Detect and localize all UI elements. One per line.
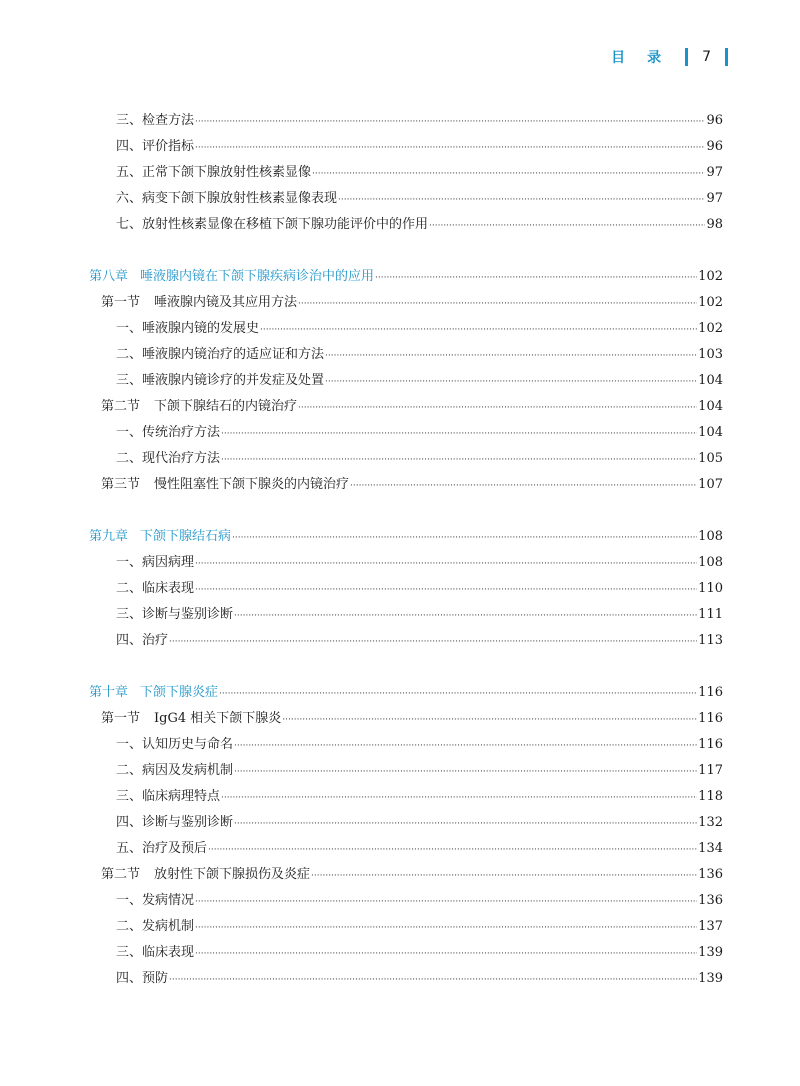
dot-leader	[325, 344, 697, 368]
dot-leader	[169, 968, 697, 992]
toc-entry-title: 六、病变下颌下腺放射性核素显像表现	[116, 191, 338, 206]
toc-entry-title: 一、传统治疗方法	[116, 425, 221, 440]
toc-chapter	[89, 265, 723, 289]
toc-entry-label	[89, 265, 374, 289]
toc-entry-title: 一、病因病理	[116, 555, 195, 570]
toc-entry-page: 116	[698, 711, 723, 726]
dot-leader	[232, 526, 697, 550]
toc-item	[116, 603, 723, 627]
toc-item	[116, 187, 723, 211]
toc-entry-page: 102	[698, 295, 723, 310]
toc-entry-page: 136	[698, 867, 723, 882]
toc-item	[116, 317, 723, 341]
toc-entry-page: 137	[698, 919, 723, 934]
toc-entry-title: 四、治疗	[116, 633, 169, 648]
dot-leader	[298, 396, 697, 420]
toc-entry-title: 一、发病情况	[116, 893, 195, 908]
dot-leader	[221, 448, 697, 472]
toc-entry-number: 第二节	[101, 399, 141, 414]
toc-entry-label	[116, 369, 324, 393]
toc-entry-title: 五、正常下颌下腺放射性核素显像	[116, 165, 312, 180]
toc-entry-label	[116, 213, 428, 237]
toc-item	[116, 785, 723, 809]
toc-entry-page: 118	[698, 789, 723, 804]
toc-entry-label	[116, 421, 220, 445]
dot-leader	[219, 682, 697, 706]
toc-entry-page: 105	[698, 451, 723, 466]
toc-entry-page: 104	[698, 425, 723, 440]
running-header	[611, 46, 728, 68]
toc-entry-page: 116	[698, 737, 723, 752]
toc-entry-number: 第十章	[89, 685, 129, 700]
dot-leader	[338, 188, 705, 212]
toc-entry-label	[116, 109, 194, 133]
toc-entry-title: 二、临床表现	[116, 581, 195, 596]
toc-section	[101, 863, 723, 887]
toc-item	[116, 811, 723, 835]
dot-leader	[195, 552, 697, 576]
toc-entry-number: 第九章	[89, 529, 129, 544]
toc-entry-page: 132	[698, 815, 723, 830]
header-title: 目录	[611, 50, 684, 66]
dot-leader	[195, 916, 697, 940]
dot-leader	[195, 136, 705, 160]
toc-entry-title: 放射性下颌下腺损伤及炎症	[154, 867, 311, 882]
toc-section	[101, 395, 723, 419]
toc-entry-label	[101, 291, 297, 315]
toc-entry-label	[116, 837, 207, 861]
dot-leader	[208, 838, 697, 862]
dot-leader	[221, 786, 697, 810]
toc-entry-title: 唾液腺内镜在下颌下腺疾病诊治中的应用	[140, 269, 375, 284]
toc-entry-title: 三、唾液腺内镜诊疗的并发症及处置	[116, 373, 325, 388]
toc-entry-label	[89, 681, 218, 705]
toc-section	[101, 707, 723, 731]
toc-entry-label	[116, 941, 194, 965]
toc-item	[116, 837, 723, 861]
toc-entry-page: 110	[698, 581, 723, 596]
toc-entry-title: 二、发病机制	[116, 919, 195, 934]
toc-entry-title: 下颌下腺结石病	[140, 529, 232, 544]
toc-entry-label	[116, 577, 194, 601]
toc-entry-label	[101, 395, 297, 419]
toc-item	[116, 109, 723, 133]
toc-entry-label	[101, 863, 310, 887]
toc-entry-label	[116, 733, 233, 757]
toc-item	[116, 161, 723, 185]
toc-entry-label	[116, 135, 194, 159]
dot-leader	[429, 214, 705, 238]
toc-entry-label	[116, 161, 311, 185]
toc-entry-label	[116, 343, 324, 367]
toc-entry-page: 117	[698, 763, 723, 778]
dot-leader	[234, 734, 697, 758]
toc-entry-page: 108	[698, 529, 723, 544]
toc-entry-title: 一、认知历史与命名	[116, 737, 234, 752]
toc-entry-title: IgG4 相关下颌下腺炎	[154, 711, 282, 726]
dot-leader	[260, 318, 697, 342]
toc-entry-label	[89, 525, 231, 549]
toc-entry-title: 四、预防	[116, 971, 169, 986]
toc-entry-title: 下颌下腺结石的内镜治疗	[154, 399, 298, 414]
dot-leader	[195, 110, 705, 134]
toc-entry-number: 第一节	[101, 711, 141, 726]
toc-chapter	[89, 681, 723, 705]
toc-entry-label	[116, 629, 168, 653]
toc-entry-label	[116, 785, 220, 809]
header-page-number: 7	[702, 49, 711, 65]
toc-entry-label	[116, 447, 220, 471]
toc-entry-page: 113	[698, 633, 723, 648]
toc-entry-page: 136	[698, 893, 723, 908]
toc-item	[116, 941, 723, 965]
header-divider-right	[725, 48, 728, 66]
toc-entry-page: 97	[706, 165, 723, 180]
toc-entry-number: 第二节	[101, 867, 141, 882]
toc-entry-title: 唾液腺内镜及其应用方法	[154, 295, 298, 310]
toc-entry-page: 107	[698, 477, 723, 492]
toc-item	[116, 967, 723, 991]
toc-entry-title: 下颌下腺炎症	[140, 685, 219, 700]
toc-item	[116, 915, 723, 939]
toc-item	[116, 551, 723, 575]
toc-entry-label	[116, 187, 337, 211]
toc-item	[116, 759, 723, 783]
toc-entry-page: 103	[698, 347, 723, 362]
toc-entry-title: 三、临床表现	[116, 945, 195, 960]
dot-leader	[350, 474, 697, 498]
toc-section	[101, 291, 723, 315]
toc-entry-title: 二、唾液腺内镜治疗的适应证和方法	[116, 347, 325, 362]
header-divider	[685, 48, 688, 66]
toc-entry-title: 三、检查方法	[116, 113, 195, 128]
toc-entry-title: 四、诊断与鉴别诊断	[116, 815, 234, 830]
toc-entry-page: 116	[698, 685, 723, 700]
toc-entry-title: 四、评价指标	[116, 139, 195, 154]
dot-leader	[195, 942, 697, 966]
toc-entry-label	[116, 915, 194, 939]
toc-entry-title: 慢性阻塞性下颌下腺炎的内镜治疗	[154, 477, 350, 492]
toc-entry-number: 第三节	[101, 477, 141, 492]
toc-entry-page: 98	[706, 217, 723, 232]
dot-leader	[325, 370, 697, 394]
toc-entry-label	[101, 707, 281, 731]
toc-item	[116, 421, 723, 445]
toc-entry-number: 第一节	[101, 295, 141, 310]
toc-entry-title: 二、现代治疗方法	[116, 451, 221, 466]
toc-entry-title: 七、放射性核素显像在移植下颌下腺功能评价中的作用	[116, 217, 429, 232]
dot-leader	[169, 630, 697, 654]
dot-leader	[312, 162, 705, 186]
toc-entry-title: 二、病因及发病机制	[116, 763, 234, 778]
toc-entry-page: 104	[698, 373, 723, 388]
toc-entry-page: 102	[698, 269, 723, 284]
toc-entry-page: 111	[698, 607, 723, 622]
toc-section	[101, 473, 723, 497]
toc-entry-page: 134	[698, 841, 723, 856]
toc-item	[116, 369, 723, 393]
toc-entry-label	[116, 889, 194, 913]
toc-item	[116, 733, 723, 757]
toc-entry-page: 102	[698, 321, 723, 336]
dot-leader	[234, 760, 697, 784]
dot-leader	[311, 864, 697, 888]
toc-entry-label	[101, 473, 349, 497]
toc-entry-page: 104	[698, 399, 723, 414]
toc-entry-page: 96	[706, 139, 723, 154]
toc-entry-page: 139	[698, 945, 723, 960]
toc-item	[116, 343, 723, 367]
toc-chapter	[89, 525, 723, 549]
toc-item	[116, 447, 723, 471]
toc-item	[116, 135, 723, 159]
toc-entry-label	[116, 551, 194, 575]
toc-entry-page: 139	[698, 971, 723, 986]
toc-entry-label	[116, 811, 233, 835]
toc-entry-page: 108	[698, 555, 723, 570]
toc-entry-title: 五、治疗及预后	[116, 841, 208, 856]
dot-leader	[375, 266, 697, 290]
dot-leader	[195, 890, 697, 914]
dot-leader	[234, 812, 697, 836]
toc-entry-title: 三、诊断与鉴别诊断	[116, 607, 234, 622]
toc-entry-page: 96	[706, 113, 723, 128]
dot-leader	[195, 578, 697, 602]
dot-leader	[221, 422, 697, 446]
toc-entry-label	[116, 317, 259, 341]
toc-entry-title: 一、唾液腺内镜的发展史	[116, 321, 260, 336]
dot-leader	[282, 708, 697, 732]
toc-item	[116, 213, 723, 237]
dot-leader	[234, 604, 697, 628]
toc-item	[116, 629, 723, 653]
toc-entry-number: 第八章	[89, 269, 129, 284]
dot-leader	[298, 292, 697, 316]
toc-item	[116, 577, 723, 601]
toc-entry-label	[116, 603, 233, 627]
toc-item	[116, 889, 723, 913]
toc-entry-label	[116, 967, 168, 991]
toc-entry-page: 97	[706, 191, 723, 206]
toc-entry-title: 三、临床病理特点	[116, 789, 221, 804]
toc-entry-label	[116, 759, 233, 783]
